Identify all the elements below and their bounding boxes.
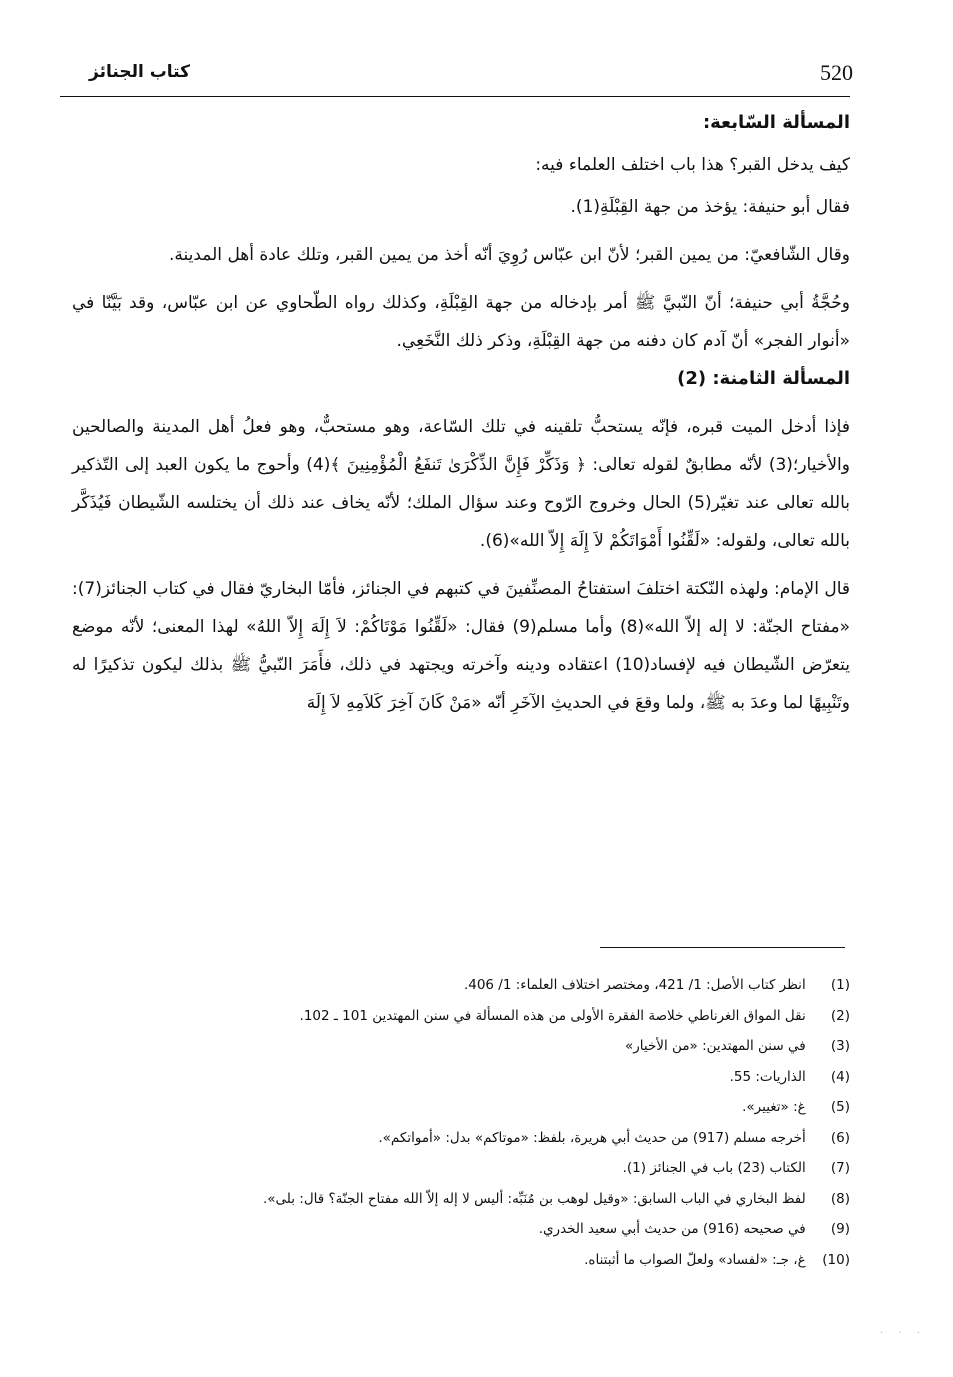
footnote-number: (6): [830, 1129, 850, 1146]
footnote: [150, 1001, 850, 1032]
paragraph: وقال الشّافعيّ: من يمين القبر؛ لأنّ ابن عبّاس رُوِيَ أنّه أخذ من يمين القبر، وتلك عادة أهل المدينة.: [169, 245, 850, 265]
footnote-number: (2): [830, 1007, 850, 1024]
footnote: [150, 1214, 850, 1245]
footnote-text: في صحيحه (916) من حديث أبي سعيد الخدري.: [538, 1221, 806, 1237]
footnote: [150, 1245, 850, 1276]
footnote-text: أخرجه مسلم (917) من حديث أبي هريرة، بلفظ: «موتاكم» بدل: «أمواتكم».: [378, 1129, 806, 1146]
footnote-text: لفظ البخاري في الباب السابق: «وقيل لوهب بن مُنَبِّه: أليس لا إله إلاّ الله مفتاح الجنّة؟ قال: بلى».: [262, 1190, 806, 1207]
footnote-text: نقل المواق الغرناطي خلاصة الفقرة الأولى من هذه المسألة في سنن المهتدين 101 ـ 102.: [299, 1007, 806, 1024]
footnote-number: (10): [822, 1251, 850, 1268]
footnote-text: في سنن المهتدين: «من الأخيار»: [625, 1038, 806, 1054]
footnote-number: (4): [830, 1068, 850, 1085]
page-number: 520: [820, 60, 853, 85]
footnotes: [150, 970, 850, 1275]
paragraph: قال الإمام: ولهذه النّكتة اختلفَ استفتاحُ المصنِّفينَ في كتبهم في الجنائز، فأمّا البخاريّ فقال في كتاب الجنائز(7): «مفتاح الجنّة: لا إله إلاّ الله»(8) وأما مسلم(9) فقال: «لَقِّنُوا مَوْتَاكُمْ: لاَ إِلَهَ إِلاّ اللهُ» لهذا المعنى؛ لأنّه موضع يتعرّض الشّيطان فيه لإفساد(10) اعتقاده ودينه وآخرته ويجتهد في ذلك، فأَمَرَ النّبيُّ ﷺ بذلك ليكون تذكيرًا له وتَنْبِيهًا لما وعدَ به ﷺ، ولما وقعَ في الحديثِ الآخَرِ أنّه «مَنْ كَانَ آخِرَ كَلاَمِهِ لاَ إِلَهَ: [72, 579, 850, 713]
section-heading-seventh: المسألة السّابعة:: [702, 112, 850, 133]
footnote-number: (5): [830, 1099, 850, 1115]
paragraph: كيف يدخل القبر؟ هذا باب اختلف العلماء فيه:: [535, 155, 850, 175]
footnote-number: (3): [830, 1038, 850, 1054]
scan-specks: · · ·: [880, 1328, 926, 1339]
footnote-text: غ: «تغيير».: [742, 1099, 806, 1115]
paragraph: وحُجَّةُ أبي حنيفة؛ أنّ النّبيَّ ﷺ أمر بإدخاله من جهة القِبْلَةِ، وكذلك رواه الطّحاوي عن ابن عبّاس، وقد بَيَّنّا في «أنوار الفجر» أنّ آدم كان دفنه من جهة القِبْلَةِ، وذكر ذلك النَّخَعِي.: [72, 293, 850, 351]
footnote: [150, 1123, 850, 1154]
footnote-separator: [600, 947, 845, 948]
section-heading-eighth: المسألة الثامنة: (2): [677, 368, 850, 389]
footnote: [150, 1153, 850, 1184]
footnote: [150, 1062, 850, 1093]
running-header-title: كتاب الجنائز: [89, 62, 190, 82]
footnote-text: غ، جـ: «لفساد» ولعلّ الصواب ما أثبتناه.: [584, 1251, 806, 1268]
header-rule: [60, 96, 850, 97]
footnote-number: (8): [830, 1190, 850, 1207]
footnote-text: الذاريات: 55.: [729, 1068, 806, 1085]
footnote: [150, 1184, 850, 1215]
footnote-number: (9): [830, 1221, 850, 1237]
paragraph: فقال أبو حنيفة: يؤخذ من جهة القِبْلَةِ(1).: [570, 197, 850, 217]
footnote-text: الكتاب (23) باب في الجنائز (1).: [622, 1160, 806, 1176]
main-text: [72, 104, 850, 722]
footnote: [150, 970, 850, 1001]
footnote-number: (7): [830, 1160, 850, 1176]
paragraph: فإذا أدخل الميت قبره، فإنّه يستحبُّ تلقينه في تلك السّاعة، وهو مستحبٌّ، وهو فعلُ أهل المدينة والصالحين والأخيار؛(3) لأنّه مطابقٌ لقوله تعالى: ﴿ وَذَكِّرْ فَإِنَّ الذِّكْرَىٰ تَنفَعُ الْمُؤْمِنِينَ ﴾(4) وأحوج ما يكون العبد إلى التّذكير بالله تعالى عند تغيّر(5) الحال وخروج الرّوح وعند سؤال الملك؛ لأنّه يخاف عند ذلك أن يختلسه الشّيطان فَيُذَكَّر بالله تعالى، ولقوله: «لَقِّنُوا أَمْوَاتَكُمْ لاَ إِلَهَ إِلاّ الله»(6).: [72, 417, 850, 551]
footnote-text: انظر كتاب الأصل: 1/ 421، ومختصر اختلاف العلماء: 1/ 406.: [463, 977, 806, 993]
footnote: [150, 1031, 850, 1062]
footnote-number: (1): [830, 977, 850, 993]
footnote: [150, 1092, 850, 1123]
